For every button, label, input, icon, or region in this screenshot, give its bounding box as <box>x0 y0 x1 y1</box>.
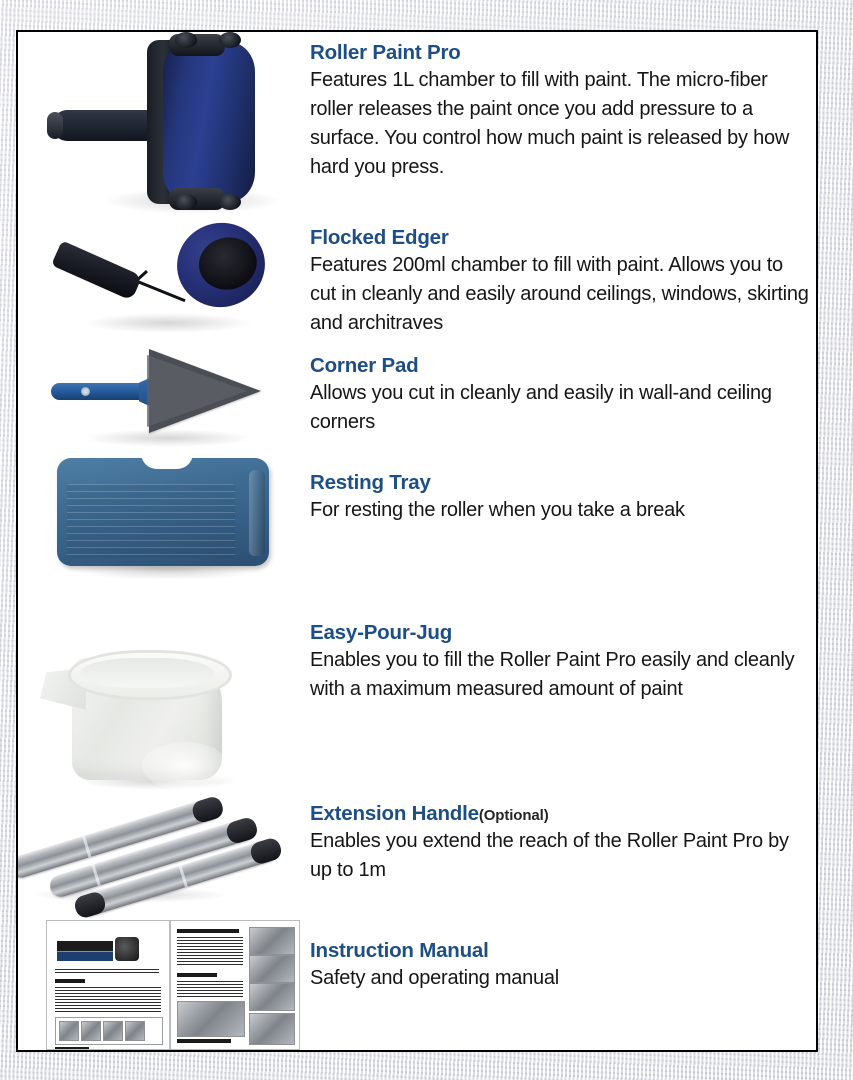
roller-paint-pro-photo <box>18 32 310 217</box>
flocked-edger-text <box>310 225 810 338</box>
roller-sleeve <box>163 42 255 202</box>
easy-pour-jug-photo <box>18 640 310 795</box>
resting-tray-photo <box>18 452 310 592</box>
section-heading: Roller Paint Pro <box>310 41 461 64</box>
edger-handle <box>51 240 142 300</box>
pole-seam <box>91 864 100 886</box>
section-heading <box>310 801 810 826</box>
manual-page-right <box>170 920 300 1050</box>
pole-end-cap <box>248 836 283 866</box>
manual-page-left <box>46 920 170 1050</box>
resting-tray-text <box>310 470 810 525</box>
jug-highlight <box>142 742 228 790</box>
roller-knob <box>219 32 241 48</box>
extension-handle-photo <box>18 795 310 920</box>
section-body: For resting the roller when you take a break <box>310 499 685 522</box>
section-body: Enables you to fill the Roller Paint Pro easily and cleanly with a maximum measured amount of paint <box>310 649 795 701</box>
jug-rim-inner <box>80 658 214 688</box>
roller-knob <box>175 32 197 48</box>
roller-handle-part <box>53 110 157 141</box>
resting-tray-surface <box>57 458 269 566</box>
section-heading: Resting Tray <box>310 471 431 494</box>
instruction-manual-photo <box>18 920 310 1052</box>
section-body: Allows you cut in cleanly and easily in wall-and ceiling corners <box>310 382 772 434</box>
easy-pour-jug-text <box>310 620 810 704</box>
resting-tray-notch <box>141 449 193 469</box>
resting-tray-lip <box>249 470 265 556</box>
roller-handle-tip <box>47 112 63 139</box>
pole-end-cap <box>190 795 225 825</box>
section-heading: Corner Pad <box>310 354 419 377</box>
roller-knob <box>175 194 197 210</box>
section-easy-pour-jug <box>18 620 816 795</box>
product-contents-sheet <box>16 30 818 1052</box>
instruction-manual-text <box>310 938 810 993</box>
corner-pad-text <box>310 353 810 437</box>
roller-knob <box>219 194 241 210</box>
pole-end-cap <box>224 816 259 846</box>
section-body: Features 1L chamber to fill with paint. The micro-fiber roller releases the paint once you add pressure to a surface. You control how much paint is released by how hard you press. <box>310 69 790 179</box>
manual-product-image <box>115 937 139 961</box>
pole-seam <box>82 836 91 858</box>
extension-handle-text <box>310 801 810 885</box>
section-corner-pad <box>18 347 816 452</box>
pole-seam <box>179 865 188 887</box>
corner-pad-head-highlight <box>147 355 247 427</box>
section-heading: Easy-Pour-Jug <box>310 621 453 644</box>
section-roller-paint-pro <box>18 32 816 217</box>
edger-rod <box>134 279 185 302</box>
section-heading-label: Extension Handle <box>310 802 479 825</box>
corner-pad-hang-hole <box>81 387 90 396</box>
optional-tag: (Optional) <box>478 807 549 824</box>
section-body: Enables you extend the reach of the Roller Paint Pro by up to 1m <box>310 830 789 882</box>
section-extension-handle <box>18 795 816 920</box>
section-body: Safety and operating manual <box>310 967 559 990</box>
roller-paint-pro-text <box>310 40 810 182</box>
section-flocked-edger <box>18 217 816 347</box>
resting-tray-ribs <box>67 484 235 558</box>
edger-pad-center <box>194 232 262 295</box>
section-instruction-manual <box>18 920 816 1052</box>
flocked-edger-photo <box>18 217 310 347</box>
section-heading: Instruction Manual <box>310 939 489 962</box>
corner-pad-photo <box>18 347 310 452</box>
section-resting-tray <box>18 452 816 592</box>
section-heading: Flocked Edger <box>310 226 449 249</box>
section-body: Features 200ml chamber to fill with paint. Allows you to cut in cleanly and easily around ceilings, windows, skirting and architraves <box>310 254 809 335</box>
manual-logo <box>57 941 113 961</box>
